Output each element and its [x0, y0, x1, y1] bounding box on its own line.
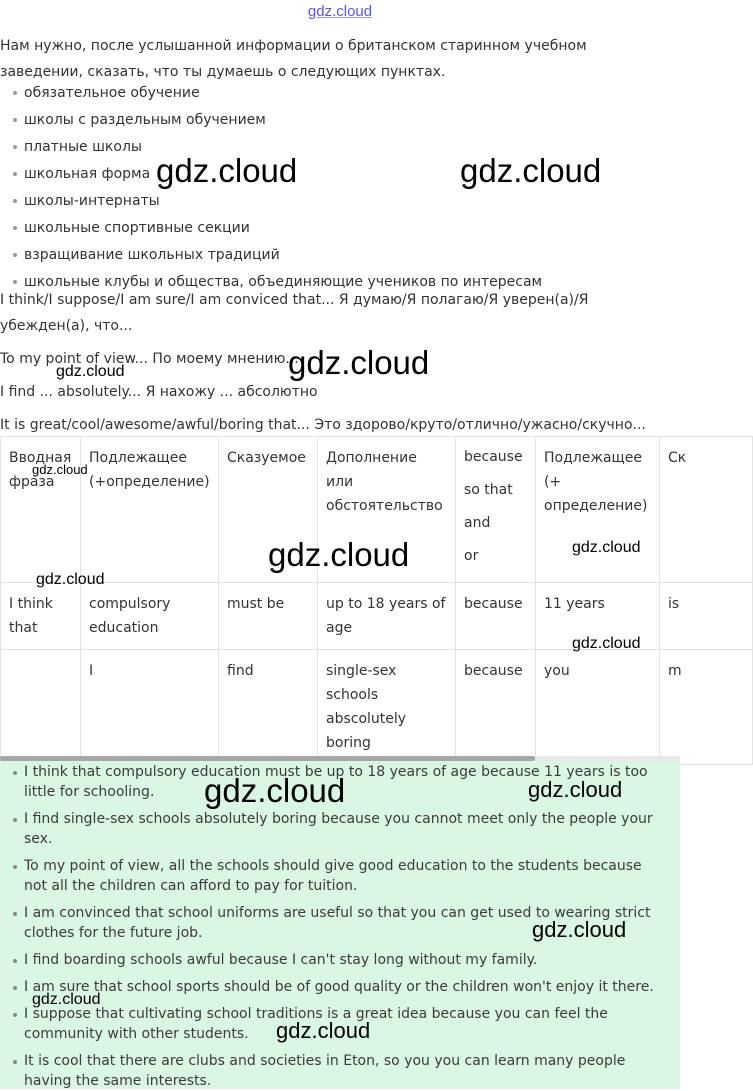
table-cell: Сказуемое	[219, 437, 318, 583]
watermark: gdz.cloud	[460, 152, 602, 189]
table-cell	[1, 650, 81, 765]
table-cell: you	[536, 650, 660, 765]
watermark: gdz.cloud	[528, 777, 623, 802]
list-item: I find boarding schools awful because I can't stay long without my family.	[0, 950, 664, 970]
table-cell: Ск	[660, 437, 753, 583]
watermark: gdz.cloud	[32, 991, 101, 1008]
list-item: взращивание школьных традиций	[0, 242, 680, 269]
table-cell: Подлежащее (+определение)	[81, 437, 219, 583]
task-text	[0, 33, 680, 80]
list-item: I suppose that cultivating school traditions is a great idea because you can feel the community with other students.	[0, 1004, 664, 1044]
table-cell: 11 years	[536, 583, 660, 650]
watermark: gdz.cloud	[204, 772, 346, 809]
table-cell: single-sex schools abscolutely boring	[318, 650, 456, 765]
table-row	[1, 650, 753, 765]
table-cell: because so that and or	[456, 437, 536, 583]
sentence-structure-table[interactable]	[0, 436, 687, 758]
table-cell: because	[456, 650, 536, 765]
list-item: I think that compulsory education must be up to 18 years of age because 11 years is too little for schooling.	[0, 762, 664, 802]
table-cell: m	[660, 650, 753, 765]
table-cell: I	[81, 650, 219, 765]
list-item: школы-интернаты	[0, 188, 680, 215]
table-cell: because	[456, 583, 536, 650]
task-line: Нам нужно, после услышанной информации о британском старинном учебном	[0, 38, 587, 54]
watermark: gdz.cloud	[268, 536, 410, 573]
watermark: gdz.cloud	[32, 462, 88, 477]
list-item: I find single-sex schools absolutely boring because you cannot meet only the people your sex.	[0, 809, 664, 849]
table-cell: I think that	[1, 583, 81, 650]
table-cell: compulsory education	[81, 583, 219, 650]
table-cell: up to 18 years of age	[318, 583, 456, 650]
site-header-link[interactable]: gdz.cloud	[307, 3, 373, 20]
phrase: I think/I suppose/I am sure/I am conviced that... Я думаю/Я полагаю/Я уверен(а)/Я убежден(а), что...	[0, 292, 589, 334]
table-cell: must be	[219, 583, 318, 650]
list-item: школьные клубы и общества, объединяющие учеников по интересам	[0, 269, 680, 296]
watermark: gdz.cloud	[156, 152, 298, 189]
list-item: обязательное обучение	[0, 80, 680, 107]
grammar-table	[0, 436, 753, 765]
watermark: gdz.cloud	[572, 539, 641, 556]
task-line: заведении, сказать, что ты думаешь о следующих пунктах.	[0, 64, 446, 80]
list-item: школы с раздельным обучением	[0, 107, 680, 134]
list-item: платные школы	[0, 134, 680, 161]
list-item: It is cool that there are clubs and societies in Eton, so you you can learn many people having the same interests.	[0, 1051, 664, 1091]
phrase: To my point of view... По моему мнению...	[0, 351, 299, 367]
list-item: I am sure that school sports should be of good quality or the children won't enjoy it there.	[0, 977, 664, 997]
watermark: gdz.cloud	[572, 635, 641, 652]
watermark: gdz.cloud	[56, 363, 125, 380]
watermark: gdz.cloud	[276, 1018, 371, 1043]
phrase: It is great/cool/awesome/awful/boring that... Это здорово/круто/отлично/ужасно/скучно...	[0, 417, 646, 433]
table-cell: Подлежащее (+ определение)	[536, 437, 660, 583]
phrase: I find ... absolutely... Я нахожу ... абсолютно	[0, 384, 318, 400]
list-item: I am convinced that school uniforms are useful so that you can get used to wearing strict clothes for the future job.	[0, 903, 664, 943]
watermark: gdz.cloud	[288, 344, 430, 381]
list-item: To my point of view, all the schools should give good education to the students because not all the children can afford to pay for tuition.	[0, 856, 664, 896]
list-item: школьная форма	[0, 161, 680, 188]
watermark: gdz.cloud	[532, 917, 627, 942]
table-cell: is	[660, 583, 753, 650]
watermark: gdz.cloud	[36, 571, 105, 588]
list-item: школьные спортивные секции	[0, 215, 680, 242]
table-cell: Вводная фраза	[1, 437, 81, 583]
table-cell: find	[219, 650, 318, 765]
table-cell: Дополнение или обстоятельство	[318, 437, 456, 583]
